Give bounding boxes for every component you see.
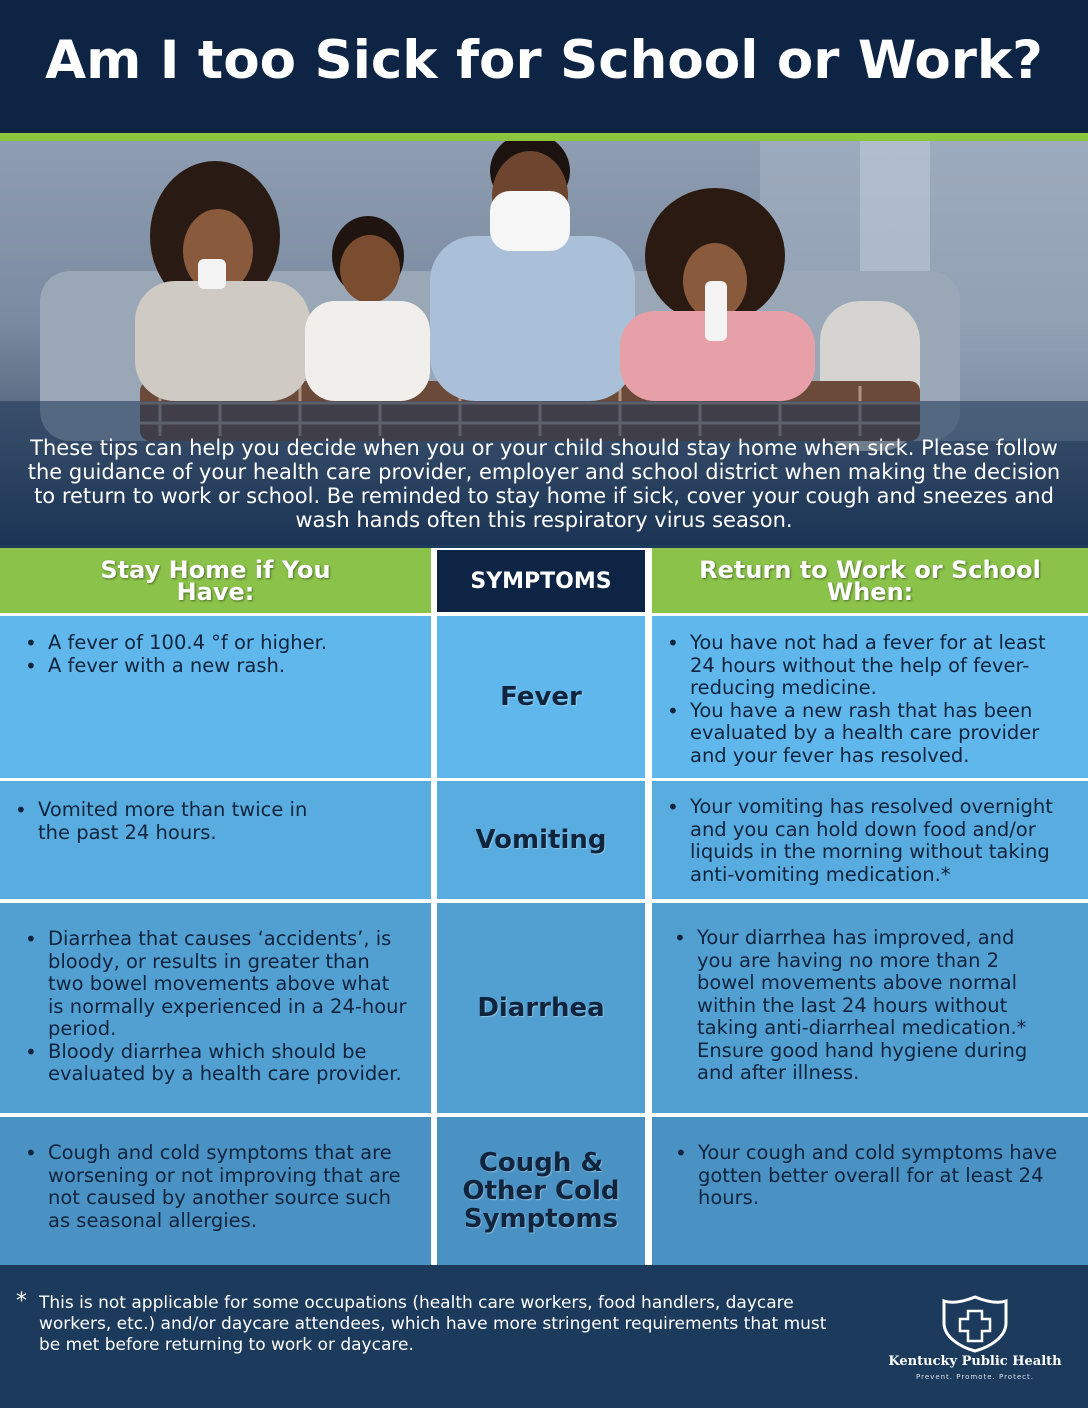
list-item: • Your cough and cold symptoms have gotten better overall for at least 24 hours. (672, 1142, 1072, 1210)
list-item: • Vomited more than twice in the past 24 hours. (12, 799, 331, 844)
page-title: Am I too Sick for School or Work? (45, 30, 1043, 91)
stay-home-fever (0, 616, 431, 778)
symptom-diarrhea (437, 903, 645, 1113)
return-diarrhea-list (671, 927, 1048, 1085)
header-banner (0, 0, 1088, 133)
intro-text: These tips can help you decide when you or your child should stay home when sick. Please follow the guidance of your health care provider, employer and school district when making the decision to return to work or school. Be reminded to stay home if sick, cover your cough and sneezes and wash hands often this respiratory virus season. (27, 436, 1061, 532)
symptom-cough (437, 1117, 645, 1265)
stay-home-cough-list (22, 1142, 411, 1232)
stay-home-diarrhea-list (22, 928, 411, 1086)
header-stay-home (0, 548, 431, 613)
return-cough (652, 1117, 1088, 1265)
symptom-label: Fever (500, 682, 582, 712)
list-item: • You have a new rash that has been evaluated by a health care provider and your fever has resolved. (664, 700, 1074, 768)
symptom-label: Cough & Other Cold Symptoms (462, 1148, 620, 1234)
stay-home-vomiting (0, 781, 431, 899)
stay-home-cough (0, 1117, 431, 1265)
shield-cross-icon (880, 1293, 1070, 1353)
list-item: • Diarrhea that causes ‘accidents’, is bloody, or results in greater than two bowel movements above what is normally experienced in a 24-hour period. (22, 928, 411, 1041)
header-symptoms-label: SYMPTOMS (470, 568, 612, 594)
family-photo (0, 141, 1088, 545)
return-vomiting (652, 781, 1088, 899)
header-symptoms (437, 550, 645, 612)
header-return (652, 548, 1088, 613)
header-stay-home-label: Stay Home if You Have: (100, 555, 331, 606)
symptom-fever (437, 616, 645, 778)
return-diarrhea (652, 903, 1088, 1113)
stay-home-fever-list (22, 632, 421, 677)
accent-bar (0, 133, 1088, 141)
logo-tagline: Prevent. Promote. Protect. (916, 1373, 1034, 1381)
symptom-vomiting (437, 781, 645, 899)
return-cough-list (672, 1142, 1072, 1210)
logo-name: Kentucky Public Health (888, 1354, 1062, 1369)
list-item: • A fever with a new rash. (22, 655, 421, 678)
footer (0, 1265, 1088, 1408)
list-item: • Your vomiting has resolved overnight and you can hold down food and/or liquids in the morning without taking anti-vomiting medication.* (664, 796, 1074, 886)
list-item: • Cough and cold symptoms that are worsening or not improving that are not caused by another source such as seasonal allergies. (22, 1142, 411, 1232)
kentucky-public-health-logo (880, 1293, 1070, 1393)
return-vomiting-list (664, 796, 1074, 886)
list-item: • You have not had a fever for at least 24 hours without the help of fever-reducing medicine. (664, 632, 1074, 700)
header-return-label: Return to Work or School When: (699, 555, 1041, 606)
list-item: • Bloody diarrhea which should be evaluated by a health care provider. (22, 1041, 411, 1086)
symptoms-table (0, 548, 1088, 1265)
list-item: • A fever of 100.4 °f or higher. (22, 632, 421, 655)
stay-home-vomiting-list (12, 799, 331, 844)
footnote (16, 1289, 836, 1356)
return-fever (652, 616, 1088, 778)
stay-home-diarrhea (0, 903, 431, 1113)
footnote-asterisk: * (16, 1289, 27, 1314)
list-item: • Your diarrhea has improved, and you are having no more than 2 bowel movements above normal within the last 24 hours without taking anti-diarrheal medication.* Ensure good hand hygiene during and after illness. (671, 927, 1048, 1085)
footnote-text: This is not applicable for some occupations (health care workers, food handlers, daycare workers, etc.) and/or daycare attendees, which have more stringent requirements that must be met before returning to work or daycare. (39, 1293, 827, 1355)
symptom-label: Vomiting (475, 825, 607, 855)
symptom-label: Diarrhea (477, 993, 605, 1023)
return-fever-list (664, 632, 1074, 767)
